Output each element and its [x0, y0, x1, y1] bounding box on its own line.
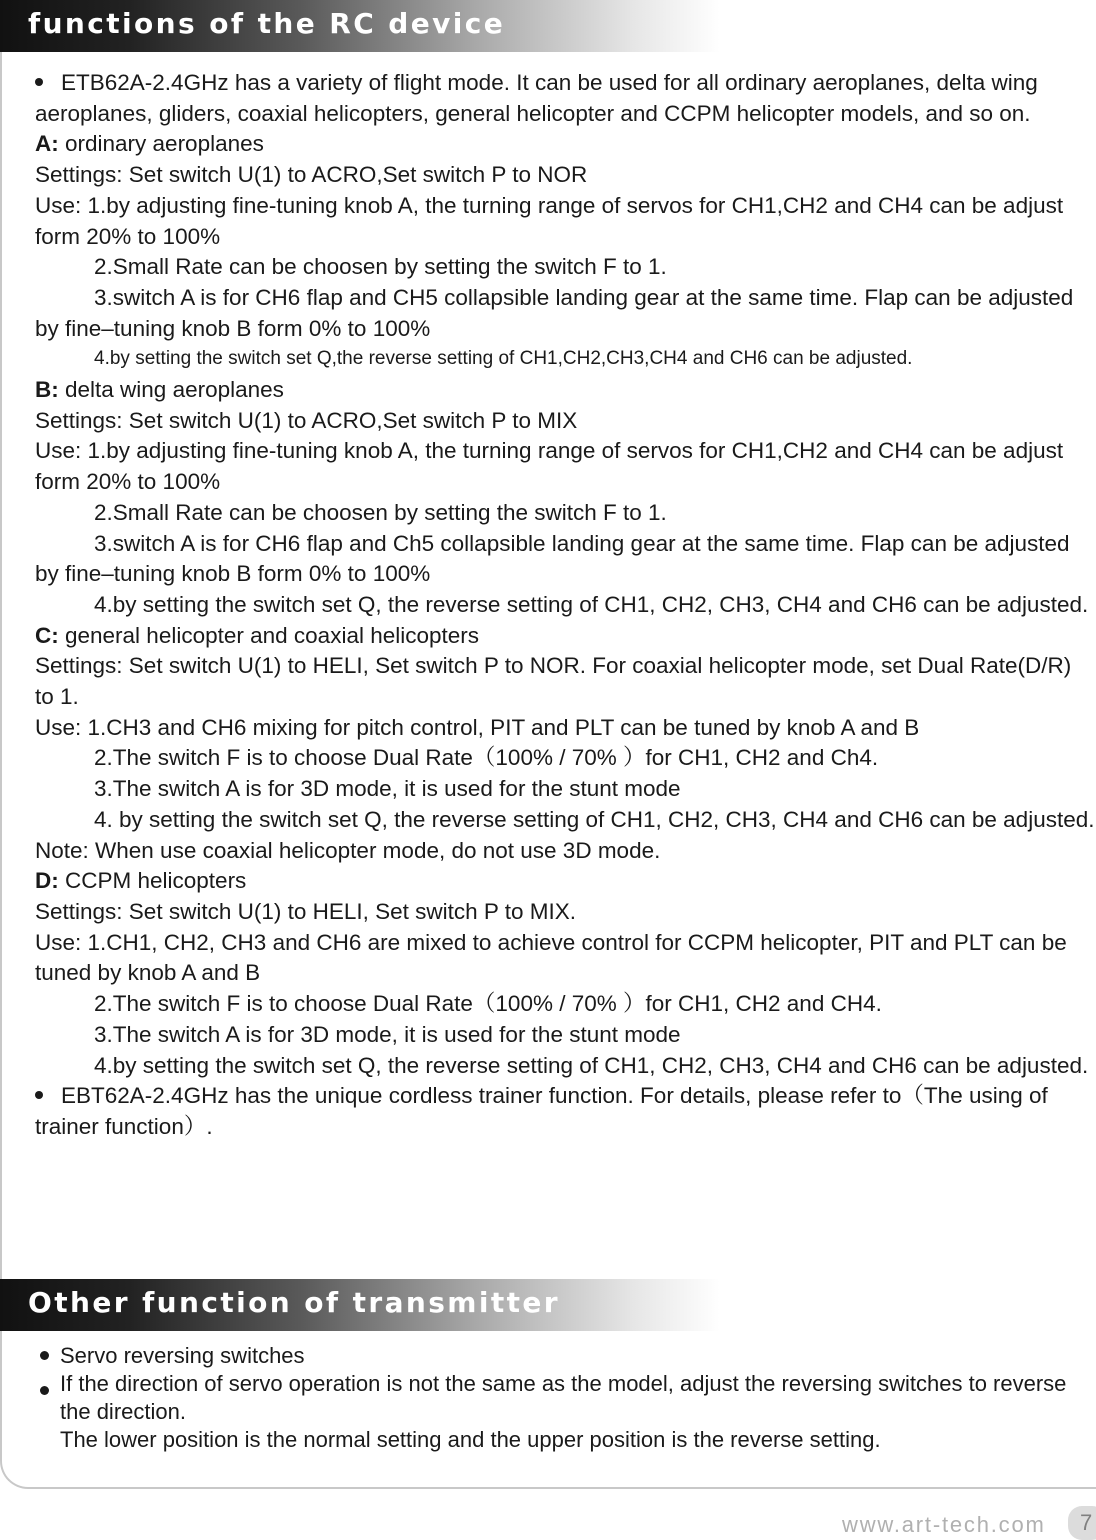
mode-b-use-1: Use: 1.by adjusting fine-tuning knob A, the turning range of servos for CH1,CH2 and CH4 can be adjust form 20% to 100% — [35, 438, 1064, 495]
mode-b-use-2: 2.Small Rate can be choosen by setting the switch F to 1. — [94, 499, 667, 525]
mode-c-settings: Settings: Set switch U(1) to HELI, Set switch P to NOR. For coaxial helicopter mode, set Dual Rate(D/R) to 1. — [35, 653, 1072, 710]
servo-reversing-line-1: If the direction of servo operation is not the same as the model, adjust the reversing switches to reverse the direction. — [60, 1371, 1067, 1424]
bullet-icon — [40, 1351, 49, 1360]
mode-b-use-4: 4.by setting the switch set Q, the reverse setting of CH1, CH2, CH3, CH4 and CH6 can be adjusted. — [94, 591, 1089, 617]
mode-b-heading: B: delta wing aeroplanes — [35, 377, 284, 403]
bullet-icon — [40, 1386, 49, 1395]
mode-d-use-4: 4.by setting the switch set Q, the reverse setting of CH1, CH2, CH3, CH4 and CH6 can be adjusted. — [94, 1052, 1089, 1078]
section-title: Other function of transmitter — [28, 1286, 561, 1319]
mode-b-settings: Settings: Set switch U(1) to ACRO,Set switch P to MIX — [35, 407, 578, 433]
mode-a-use-3: 3.switch A is for CH6 flap and CH5 collapsible landing gear at the same time. Flap can be adjusted by fine–tuning knob B form 0% to 100% — [35, 284, 1074, 341]
mode-b-use-3: 3.switch A is for CH6 flap and Ch5 collapsible landing gear at the same time. Flap can be adjusted by fine–tuning knob B form 0% to 100% — [35, 530, 1070, 587]
bullet-icon — [35, 1091, 43, 1099]
section-title: functions of the RC device — [28, 7, 506, 40]
mode-a-use-1: Use: 1.by adjusting fine-tuning knob A, the turning range of servos for CH1,CH2 and CH4 can be adjust form 20% to 100% — [35, 192, 1064, 249]
servo-reversing-line-2: The lower position is the normal setting and the upper position is the reverse setting. — [60, 1427, 881, 1452]
other-functions-content — [60, 1342, 1090, 1454]
footer-url: www.art-tech.com — [842, 1512, 1046, 1537]
mode-a-settings: Settings: Set switch U(1) to ACRO,Set switch P to NOR — [35, 162, 588, 188]
mode-d-use-1: Use: 1.CH1, CH2, CH3 and CH6 are mixed to achieve control for CCPM helicopter, PIT and PLT can be tuned by knob A and B — [35, 929, 1067, 986]
trainer-paragraph: EBT62A-2.4GHz has the unique cordless trainer function. For details, please refer to（The using of trainer function）. — [35, 1083, 1048, 1139]
mode-c-use-1: Use: 1.CH3 and CH6 mixing for pitch control, PIT and PLT can be tuned by knob A and B — [35, 714, 920, 740]
page-number: 7 — [1068, 1506, 1096, 1540]
mode-d-use-2: 2.The switch F is to choose Dual Rate（100% / 70% ）for CH1, CH2 and CH4. — [94, 991, 882, 1017]
section-banner-other-functions — [0, 1279, 720, 1331]
mode-a-use-2: 2.Small Rate can be choosen by setting the switch F to 1. — [94, 254, 667, 280]
mode-a-use-4: 4.by setting the switch set Q,the reverse setting of CH1,CH2,CH3,CH4 and CH6 can be adjusted. — [94, 348, 913, 370]
mode-d-settings: Settings: Set switch U(1) to HELI, Set switch P to MIX. — [35, 898, 577, 924]
bullet-icon — [35, 78, 43, 86]
section-banner-functions — [0, 0, 720, 52]
mode-c-use-2: 2.The switch F is to choose Dual Rate（100% / 70% ）for CH1, CH2 and Ch4. — [94, 745, 879, 771]
mode-d-heading: D: CCPM helicopters — [35, 868, 247, 894]
mode-c-note: Note: When use coaxial helicopter mode, do not use 3D mode. — [35, 837, 661, 863]
functions-content — [35, 68, 1095, 1143]
mode-c-heading: C: general helicopter and coaxial helicopters — [35, 622, 480, 648]
servo-reversing-title: Servo reversing switches — [60, 1343, 305, 1368]
mode-d-use-3: 3.The switch A is for 3D mode, it is used for the stunt mode — [94, 1021, 681, 1047]
mode-c-use-3: 3.The switch A is for 3D mode, it is used for the stunt mode — [94, 776, 681, 802]
mode-c-use-4: 4. by setting the switch set Q, the reverse setting of CH1, CH2, CH3, CH4 and CH6 can be adjusted. — [94, 806, 1095, 832]
intro-paragraph: ETB62A-2.4GHz has a variety of flight mode. It can be used for all ordinary aeroplanes, delta wing aeroplanes, gliders, coaxial helicopters, general helicopter and CCPM helicopter models, and so on. — [35, 70, 1038, 126]
mode-a-heading: A: ordinary aeroplanes — [35, 131, 264, 157]
